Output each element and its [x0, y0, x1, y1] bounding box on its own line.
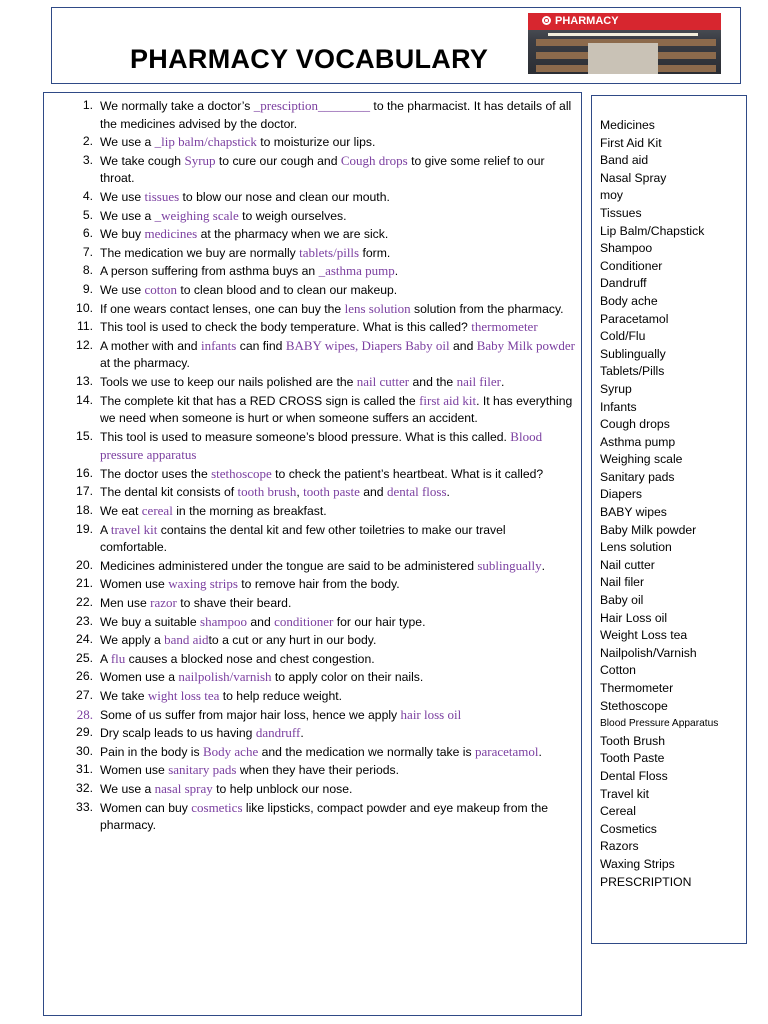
question-text: The complete kit that has a RED CROSS sign is called the	[100, 393, 420, 408]
answer-text: _weighing scale	[154, 207, 239, 223]
word-bank-item: Razors	[600, 839, 639, 854]
word-bank-item: Stethoscope	[600, 698, 668, 713]
question-text: We use	[100, 189, 145, 204]
word-bank-item: Dental Floss	[600, 768, 668, 783]
word-bank-item: Cotton	[600, 663, 636, 678]
question-text: to apply color on their nails.	[271, 670, 424, 685]
word-bank-item: moy	[600, 188, 624, 203]
word-bank-item: Diapers	[600, 487, 642, 502]
question-item	[60, 300, 575, 319]
answer-text: dental floss	[386, 484, 447, 500]
answer-text: first aid kit	[419, 392, 477, 408]
question-item	[60, 133, 575, 152]
page-title: PHARMACY VOCABULARY	[130, 44, 489, 74]
question-item	[60, 483, 575, 502]
question-text: We buy a suitable	[100, 614, 201, 629]
answer-text: tooth paste	[303, 484, 360, 500]
question-text: solution from the pharmacy.	[410, 301, 564, 316]
question-text: at the pharmacy when we are sick.	[197, 227, 389, 242]
word-bank-item: Lip Balm/Chapstick	[600, 223, 705, 238]
word-bank-item: Thermometer	[600, 681, 674, 695]
question-number: 21.	[76, 576, 93, 591]
answer-text: BABY wipes, Diapers Baby oil	[285, 337, 450, 353]
word-bank-item: Waxing Strips	[600, 856, 675, 871]
word-bank-item: Baby oil	[600, 593, 644, 608]
question-item	[60, 650, 575, 669]
question-number: 11.	[76, 319, 93, 334]
question-item	[60, 724, 575, 743]
question-text: Women can buy	[100, 800, 192, 815]
question-number: 5.	[82, 207, 93, 222]
question-item	[60, 706, 575, 725]
question-text: We normally take a doctor’s	[100, 99, 254, 113]
question-number: 32.	[76, 780, 93, 795]
pharmacy-sign	[528, 13, 721, 30]
question-text: and	[247, 614, 275, 629]
question-number: 13.	[76, 373, 93, 388]
question-item	[60, 631, 575, 650]
question-item	[60, 687, 575, 706]
question-text: to a cut or any hurt in our body.	[208, 633, 377, 648]
answer-text: waxing strips	[168, 576, 238, 592]
question-text: Medicines administered under the tongue are said to be administered	[100, 558, 478, 573]
word-bank-list	[600, 117, 718, 891]
question-item	[60, 97, 575, 133]
question-text: We eat	[100, 504, 142, 519]
word-bank-item: Cold/Flu	[600, 329, 646, 344]
question-number: 16.	[76, 465, 93, 480]
answer-text: cotton	[144, 281, 177, 297]
question-text: A	[100, 522, 111, 537]
answer-text: paracetamol	[475, 743, 539, 759]
question-number: 23.	[76, 613, 93, 628]
word-bank-item: BABY wipes	[600, 505, 667, 520]
question-text: form.	[359, 245, 391, 260]
question-text: Women use	[100, 763, 169, 778]
question-item	[60, 152, 575, 188]
photo-light	[548, 33, 698, 36]
question-number: 31.	[76, 762, 93, 777]
question-text: The dental kit consists of	[100, 485, 238, 500]
question-number: 9.	[82, 281, 93, 296]
answer-text: Body ache	[202, 743, 259, 759]
question-number: 28.	[76, 706, 93, 722]
word-bank-item: Body ache	[600, 293, 658, 308]
question-item	[60, 613, 575, 632]
question-text: . It has everything we need when someone is hurt or when someone suffers an accident.	[100, 393, 573, 426]
question-number: 1.	[82, 98, 93, 112]
question-item	[60, 244, 575, 263]
question-text: The doctor uses the	[100, 466, 212, 481]
word-bank-item: Cosmetics	[600, 821, 657, 836]
question-text: to shave their beard.	[176, 596, 292, 611]
question-item	[60, 373, 575, 392]
question-number: 19.	[76, 521, 93, 536]
question-item	[60, 428, 575, 465]
word-bank-item: Nail cutter	[600, 557, 655, 572]
question-number: 26.	[76, 669, 93, 684]
question-item	[60, 502, 575, 521]
question-text: Some of us suffer from major hair loss, hence we apply	[100, 707, 401, 722]
question-item	[60, 318, 575, 337]
answer-text: Syrup	[184, 152, 216, 168]
answer-text: _asthma pump	[318, 263, 395, 279]
word-bank-item: Tooth Brush	[600, 733, 666, 748]
question-text: We use a	[100, 135, 155, 150]
question-number: 15.	[76, 428, 93, 443]
answer-text: _presciption________	[253, 98, 371, 113]
question-text: A mother with and	[100, 338, 201, 353]
word-bank-item: Blood Pressure Apparatus	[600, 718, 719, 730]
question-text: Pain in the body is	[100, 744, 203, 759]
answer-text: nasal spray	[154, 780, 213, 796]
question-text: like lipsticks, compact powder and eye makeup from the pharmacy.	[100, 800, 549, 833]
word-bank-item: Infants	[600, 399, 637, 414]
question-text: Dry scalp leads to us having	[100, 726, 256, 741]
question-number: 33.	[76, 799, 93, 814]
word-bank-item: Cough drops	[600, 417, 670, 432]
question-text: to help unblock our nose.	[212, 781, 353, 796]
answer-text: conditioner	[274, 613, 334, 629]
question-number: 25.	[76, 650, 93, 665]
question-number: 7.	[82, 244, 93, 259]
answer-text: Baby Milk powder	[476, 337, 575, 353]
pharmacy-photo	[528, 13, 721, 74]
question-item	[60, 780, 575, 799]
question-text: and the medication we normally take is	[258, 744, 475, 759]
word-bank-item: Nail filer	[600, 575, 645, 590]
word-bank-item: Weighing scale	[600, 452, 683, 467]
question-item	[60, 799, 575, 835]
question-text: If one wears contact lenses, one can buy the	[100, 301, 345, 316]
question-text: This tool is used to measure someone’s blood pressure. What is this called.	[100, 429, 511, 444]
answer-text: Blood pressure apparatus	[100, 428, 543, 463]
question-item	[60, 281, 575, 300]
question-item	[60, 557, 575, 576]
question-text: Men use	[100, 596, 151, 611]
question-text: to moisturize our lips.	[256, 135, 376, 150]
answer-text: dandruff	[255, 725, 301, 741]
question-text: to give some relief to our throat.	[100, 153, 545, 186]
target-logo-icon	[542, 16, 551, 25]
question-number: 20.	[76, 557, 93, 572]
question-number: 24.	[76, 632, 93, 647]
answer-text: flu	[110, 650, 126, 666]
word-bank-item: Nailpolish/Varnish	[600, 645, 697, 660]
question-item	[60, 465, 575, 484]
word-bank-item: Sanitary pads	[600, 469, 675, 484]
word-bank-item: Tablets/Pills	[600, 364, 665, 379]
question-text: when they have their periods.	[236, 763, 400, 778]
word-bank-item: PRESCRIPTION	[600, 874, 692, 889]
answer-text: thermometer	[471, 319, 538, 335]
question-text: .	[500, 374, 505, 389]
question-text: Tools we use to keep our nails polished are the	[100, 374, 357, 389]
question-text: and	[359, 485, 387, 500]
answer-text: tablets/pills	[299, 244, 360, 260]
questions-list	[60, 97, 575, 835]
question-text: We take cough	[100, 153, 185, 168]
question-text: The medication we buy are normally	[100, 245, 300, 260]
question-number: 22.	[76, 595, 93, 610]
question-text: .	[446, 485, 450, 500]
question-text: to clean blood and to clean our makeup.	[176, 282, 398, 297]
question-text: for our hair type.	[333, 614, 426, 629]
answer-text: razor	[150, 595, 177, 611]
word-bank-item: Hair Loss oil	[600, 610, 668, 625]
question-item	[60, 668, 575, 687]
question-text: at the pharmacy.	[100, 356, 190, 371]
question-text: We use	[100, 282, 145, 297]
question-number: 6.	[82, 226, 93, 241]
word-bank-item: Medicines	[600, 118, 655, 132]
question-text: causes a blocked nose and chest congestion.	[125, 651, 375, 666]
question-text: .	[541, 558, 546, 573]
answer-text: hair loss oil	[400, 706, 462, 722]
question-number: 29.	[76, 725, 93, 740]
answer-text: lens solution	[344, 300, 411, 316]
word-bank-item: Sublingually	[600, 346, 666, 361]
question-item	[60, 225, 575, 244]
word-bank-item: Tooth Paste	[600, 751, 665, 766]
question-text: We apply a	[100, 633, 165, 648]
question-text: can find	[236, 338, 286, 353]
question-number: 30.	[76, 743, 93, 758]
answer-text: shampoo	[200, 613, 247, 629]
question-text: .	[300, 726, 304, 741]
answer-text: sanitary pads	[168, 762, 237, 778]
word-bank-item: Paracetamol	[600, 311, 669, 326]
question-item	[60, 743, 575, 762]
question-item	[60, 521, 575, 557]
question-number: 4.	[82, 188, 93, 203]
question-text: ,	[296, 485, 304, 500]
answer-text: nail cutter	[356, 373, 410, 389]
question-text: to remove hair from the body.	[237, 577, 400, 592]
question-text: A	[100, 651, 111, 666]
word-bank-item: Dandruff	[600, 276, 647, 291]
question-text: This tool is used to check the body temperature. What is this called?	[100, 320, 472, 335]
answer-text: cereal	[141, 503, 173, 519]
question-text: Women use	[100, 577, 169, 592]
question-text: to check the patient’s heartbeat. What is it called?	[271, 466, 544, 481]
word-bank-item: Weight Loss tea	[600, 628, 688, 643]
word-bank-item: Syrup	[600, 381, 632, 396]
answer-text: cosmetics	[191, 799, 243, 815]
word-bank-item: Cereal	[600, 804, 636, 819]
question-text: to cure our cough and	[215, 153, 341, 168]
answer-text: nail filer	[456, 373, 501, 389]
answer-text: stethoscope	[211, 465, 272, 481]
question-text: to help reduce weight.	[219, 689, 343, 703]
word-bank-item: Travel kit	[600, 786, 649, 801]
question-item	[60, 594, 575, 613]
question-text: to the pharmacist. It has details of all the medicines advised by the doctor.	[100, 99, 572, 131]
answer-text: travel kit	[110, 521, 158, 537]
question-item	[60, 207, 575, 226]
answer-text: _lip balm/chapstick	[154, 134, 257, 150]
question-number: 3.	[82, 152, 93, 167]
question-text: We take	[100, 689, 148, 703]
question-text: We use a	[100, 208, 155, 223]
pharmacy-sign-text: PHARMACY	[555, 15, 619, 27]
question-item	[60, 575, 575, 594]
question-text: to blow our nose and clean our mouth.	[179, 189, 390, 204]
question-item	[60, 337, 575, 373]
answer-text: infants	[200, 337, 237, 353]
question-item	[60, 188, 575, 207]
question-text: Women use a	[100, 670, 179, 685]
question-number: 27.	[76, 688, 93, 702]
question-text: .	[394, 264, 399, 279]
answer-text: sublingually	[477, 557, 542, 573]
photo-counter	[588, 43, 658, 74]
question-number: 8.	[82, 263, 93, 278]
question-item	[60, 392, 575, 428]
answer-text: band aid	[164, 632, 209, 648]
question-number: 18.	[76, 503, 93, 518]
word-bank-item: First Aid Kit	[600, 135, 662, 150]
word-bank-item: Tissues	[600, 205, 642, 220]
answer-text: tooth brush	[237, 484, 297, 500]
word-bank-item: Nasal Spray	[600, 170, 667, 185]
question-number: 2.	[82, 134, 93, 149]
question-text: A person suffering from asthma buys an	[100, 264, 319, 279]
answer-text: wight loss tea	[147, 688, 220, 703]
question-text: We use a	[100, 781, 155, 796]
question-text: and the	[409, 374, 457, 389]
answer-text: tissues	[144, 188, 180, 204]
question-number: 17.	[76, 484, 93, 499]
question-item	[60, 262, 575, 281]
question-text: and	[449, 338, 477, 353]
question-text: in the morning as breakfast.	[172, 504, 327, 519]
answer-text: Cough drops	[340, 152, 408, 168]
question-number: 10.	[76, 300, 93, 315]
question-number: 12.	[76, 337, 93, 352]
answer-text: nailpolish/varnish	[178, 669, 272, 685]
question-text: .	[538, 744, 542, 759]
word-bank-item: Asthma pump	[600, 434, 676, 449]
answer-text: medicines	[144, 226, 198, 242]
word-bank-item: Lens solution	[600, 540, 672, 555]
question-item	[60, 761, 575, 780]
question-text: contains the dental kit and few other toiletries to make our travel comfortable.	[100, 522, 506, 555]
question-text: to weigh ourselves.	[238, 208, 347, 223]
question-number: 14.	[76, 392, 93, 407]
word-bank-item: Conditioner	[600, 258, 663, 273]
word-bank-item: Shampoo	[600, 241, 653, 256]
question-text: We buy	[100, 227, 145, 242]
word-bank-item: Baby Milk powder	[600, 522, 697, 537]
word-bank-item: Band aid	[600, 153, 649, 168]
